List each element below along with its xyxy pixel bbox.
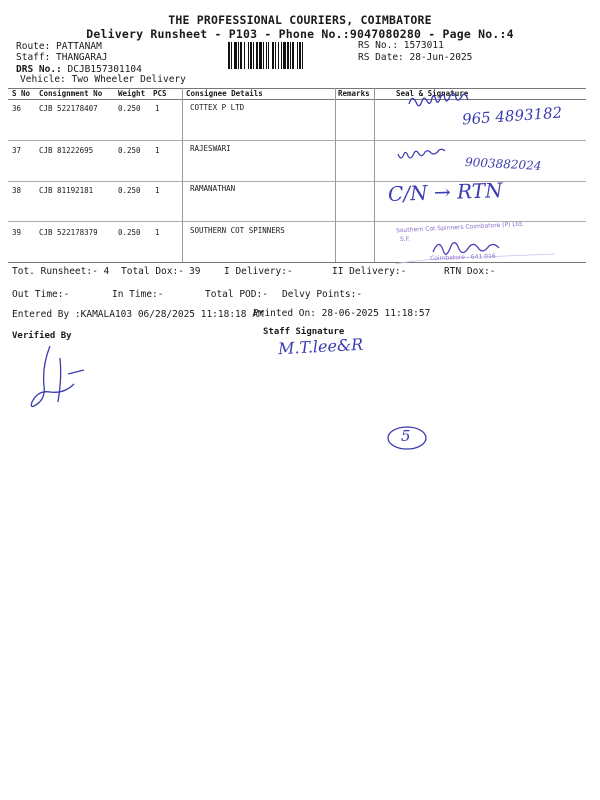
col-header-pcs: PCS bbox=[153, 89, 167, 98]
staff-signature-handwritten: M.T.lee&R bbox=[277, 334, 364, 359]
row-consignee: RAMANATHAN bbox=[190, 184, 236, 193]
printed-on: Printed On: 28-06-2025 11:18:57 bbox=[253, 308, 431, 319]
row-weight: 0.250 bbox=[118, 146, 141, 155]
row-pcs: 1 bbox=[155, 146, 160, 155]
col-header-weight: Weight bbox=[118, 89, 146, 98]
handwritten-phone-row36: 965 4893182 bbox=[461, 103, 563, 129]
column-divider bbox=[182, 88, 183, 262]
staff-signature-label: Staff Signature bbox=[263, 327, 345, 337]
total-dox-label: Total Dox:- bbox=[121, 266, 184, 277]
total-dox-value: 39 bbox=[189, 266, 201, 277]
row-consignee: COTTEX P LTD bbox=[190, 103, 245, 112]
col-header-consignee: Consignee Details bbox=[186, 89, 263, 98]
barcode bbox=[228, 42, 352, 69]
stamp-company-name: Southern Cot Spinners Coimbatore (P) Ltd. bbox=[395, 220, 524, 235]
col-header-remarks: Remarks bbox=[338, 89, 370, 98]
ii-delivery-label: II Delivery:- bbox=[332, 266, 407, 277]
rtn-dox-label: RTN Dox:- bbox=[444, 266, 496, 277]
staff-label: Staff: THANGARAJ bbox=[16, 52, 108, 63]
handwritten-return-note: C/N → RTN bbox=[387, 178, 503, 206]
row-consignment-no: CJB 81222695 bbox=[39, 146, 94, 155]
drs-label: DRS No.: bbox=[16, 64, 62, 75]
route-label: Route: PATTANAM bbox=[16, 41, 102, 52]
vehicle-label: Vehicle: Two Wheeler Delivery bbox=[20, 74, 186, 85]
col-header-sno: S No bbox=[12, 89, 31, 98]
runsheet-subtitle: Delivery Runsheet - P103 - Phone No.:9047080280 - Page No.:4 bbox=[86, 27, 514, 41]
entered-by: Entered By :KAMALA103 06/28/2025 11:18:18 AM bbox=[12, 309, 264, 320]
verified-by-label: Verified By bbox=[12, 331, 72, 341]
stamp-address: Coimbatore - 641 016 bbox=[429, 252, 496, 263]
row-weight: 0.250 bbox=[118, 228, 141, 237]
row-consignee: RAJESWARI bbox=[190, 144, 231, 153]
rs-number: RS No.: 1573011 bbox=[358, 40, 444, 51]
rs-date: RS Date: 28-Jun-2025 bbox=[358, 52, 473, 63]
row-pcs: 1 bbox=[155, 186, 160, 195]
in-time-label: In Time:- bbox=[112, 289, 164, 300]
row-weight: 0.250 bbox=[118, 186, 141, 195]
total-pod-label: Total POD:- bbox=[205, 289, 268, 300]
i-delivery-label: I Delivery:- bbox=[224, 266, 293, 277]
row-divider bbox=[8, 140, 586, 141]
handwritten-phone-row37: 9003882024 bbox=[464, 155, 542, 173]
verified-by-signature bbox=[30, 344, 90, 414]
row-pcs: 1 bbox=[155, 228, 160, 237]
table-header-border bbox=[8, 99, 586, 100]
row-sno: 38 bbox=[12, 186, 22, 195]
drs-value: DCJB157301104 bbox=[67, 64, 142, 75]
column-divider bbox=[335, 88, 336, 262]
handwritten-signature-row37 bbox=[395, 146, 465, 170]
col-header-seal-signature: Seal & Signature bbox=[396, 89, 469, 98]
out-time-label: Out Time:- bbox=[12, 289, 70, 300]
stamp-line2: S.F. bbox=[400, 236, 411, 243]
row-sno: 37 bbox=[12, 146, 22, 155]
column-divider bbox=[374, 88, 375, 262]
row-sno: 36 bbox=[12, 104, 22, 113]
company-title: THE PROFESSIONAL COURIERS, COIMBATORE bbox=[168, 13, 432, 27]
circled-page-number-text: 5 bbox=[401, 427, 411, 445]
row-weight: 0.250 bbox=[118, 104, 141, 113]
row-consignment-no: CJB 522178407 bbox=[39, 104, 98, 113]
row-consignee: SOUTHERN COT SPINNERS bbox=[190, 226, 285, 235]
col-header-consignment: Consignment No bbox=[39, 89, 103, 98]
row-sno: 39 bbox=[12, 228, 22, 237]
row-pcs: 1 bbox=[155, 104, 160, 113]
delvy-points-label: Delvy Points:- bbox=[282, 289, 363, 300]
row-consignment-no: CJB 81192181 bbox=[39, 186, 94, 195]
total-runsheet: Tot. Runsheet:- 4 bbox=[12, 266, 110, 277]
row-consignment-no: CJB 522178379 bbox=[39, 228, 98, 237]
